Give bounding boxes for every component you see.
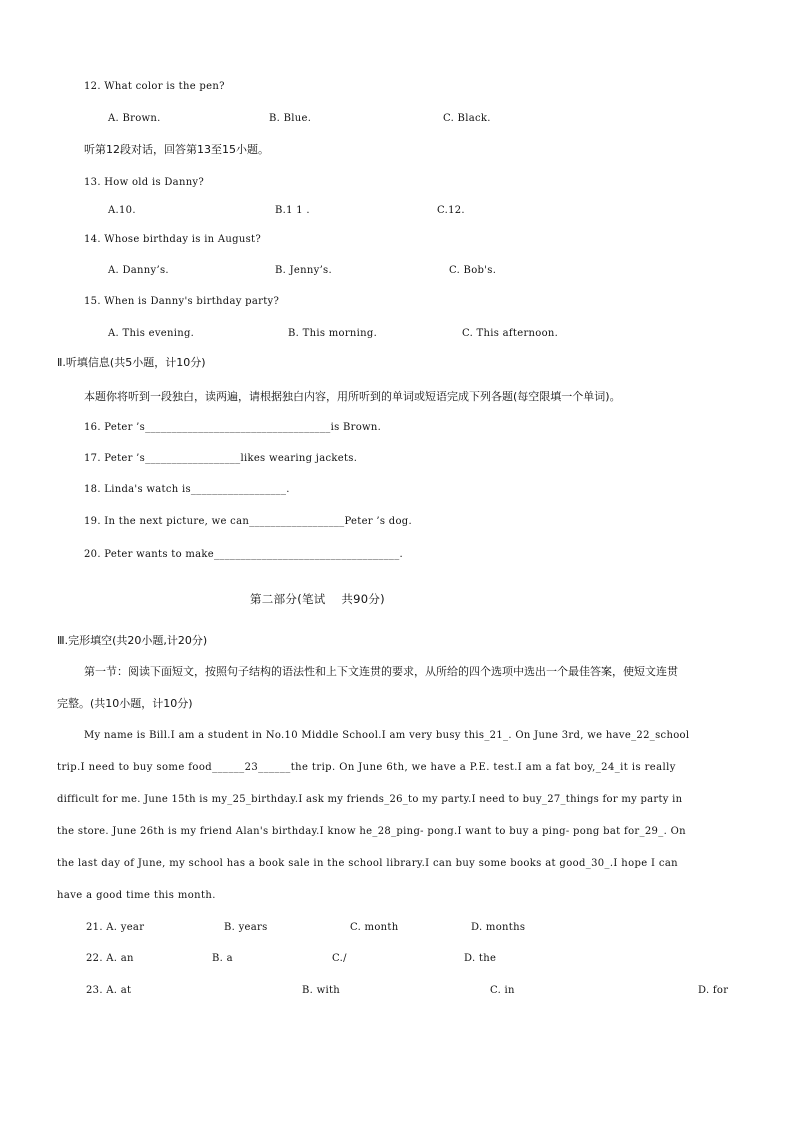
- q22-option-b: B. a: [212, 953, 233, 964]
- passage-line-1: My name is Bill.I am a student in No.10 Middle School.I am very busy this_21_. On June 3rd, we have_22_school: [84, 730, 690, 741]
- dialog12-instruction: 听第12段对话，回答第13至15小题。: [84, 143, 269, 156]
- q13-option-b: B.1 1 .: [275, 205, 310, 216]
- section-2-instruction: 本题你将听到一段独白，读两遍，请根据独白内容，用所听到的单词或短语完成下列各题(每空限填一个单词)。: [84, 390, 621, 403]
- section-3-instruction-line1: 第一节：阅读下面短文，按照句子结构的语法性和上下文连贯的要求，从所给的四个选项中选出一个最佳答案，使短文连贯: [84, 665, 678, 678]
- passage-line-5: the last day of June, my school has a book sale in the school library.I can buy some books at good_30_.I hope I can: [57, 858, 678, 869]
- q22-option-c: C./: [332, 953, 347, 964]
- q13-option-c: C.12.: [437, 205, 465, 216]
- q20-text: 20. Peter wants to make___________________________________.: [84, 549, 403, 560]
- q18-text: 18. Linda's watch is__________________.: [84, 484, 290, 495]
- q12-option-a: A. Brown.: [108, 113, 161, 124]
- part-2-title: 第二部分(笔试 共90分): [250, 592, 385, 606]
- passage-line-2: trip.I need to buy some food______23______the trip. On June 6th, we have a P.E. test.I am a fat boy,_24_it is really: [57, 762, 676, 773]
- section-3-title: Ⅲ.完形填空(共20小题,计20分): [57, 634, 208, 647]
- q14-option-c: C. Bob's.: [449, 265, 497, 276]
- q21-option-c: C. month: [350, 922, 399, 933]
- q12-stem: 12. What color is the pen?: [84, 81, 225, 92]
- q22-option-d: D. the: [464, 953, 497, 964]
- q21-option-a: 21. A. year: [86, 922, 145, 933]
- q12-option-c: C. Black.: [443, 113, 491, 124]
- passage-line-6: have a good time this month.: [57, 890, 216, 901]
- passage-line-3: difficult for me. June 15th is my_25_birthday.I ask my friends_26_to my party.I need to buy_27_things for my party in: [57, 794, 683, 805]
- q14-option-a: A. Danny’s.: [108, 265, 169, 276]
- section-2-title: Ⅱ.听填信息(共5小题，计10分): [57, 356, 206, 369]
- q12-option-b: B. Blue.: [269, 113, 312, 124]
- q14-option-b: B. Jenny’s.: [275, 265, 332, 276]
- q23-option-c: C. in: [490, 985, 515, 996]
- q13-option-a: A.10.: [108, 205, 136, 216]
- q22-option-a: 22. A. an: [86, 953, 134, 964]
- q13-stem: 13. How old is Danny?: [84, 177, 205, 188]
- q16-text: 16. Peter ’s___________________________________is Brown.: [84, 422, 382, 433]
- q15-option-a: A. This evening.: [108, 328, 195, 339]
- q23-option-d: D. for: [698, 985, 729, 996]
- q15-option-c: C. This afternoon.: [462, 328, 559, 339]
- section-3-instruction-line2: 完整。(共10小题，计10分): [57, 697, 193, 710]
- q23-option-b: B. with: [302, 985, 341, 996]
- q21-option-d: D. months: [471, 922, 526, 933]
- q15-option-b: B. This morning.: [288, 328, 378, 339]
- q19-text: 19. In the next picture, we can__________________Peter ’s dog.: [84, 516, 412, 527]
- q23-option-a: 23. A. at: [86, 985, 132, 996]
- q17-text: 17. Peter ’s__________________likes wearing jackets.: [84, 453, 358, 464]
- q14-stem: 14. Whose birthday is in August?: [84, 234, 262, 245]
- q21-option-b: B. years: [224, 922, 268, 933]
- q15-stem: 15. When is Danny's birthday party?: [84, 296, 280, 307]
- passage-line-4: the store. June 26th is my friend Alan's birthday.I know he_28_ping- pong.I want to buy a ping- pong bat for_29_. On: [57, 826, 686, 837]
